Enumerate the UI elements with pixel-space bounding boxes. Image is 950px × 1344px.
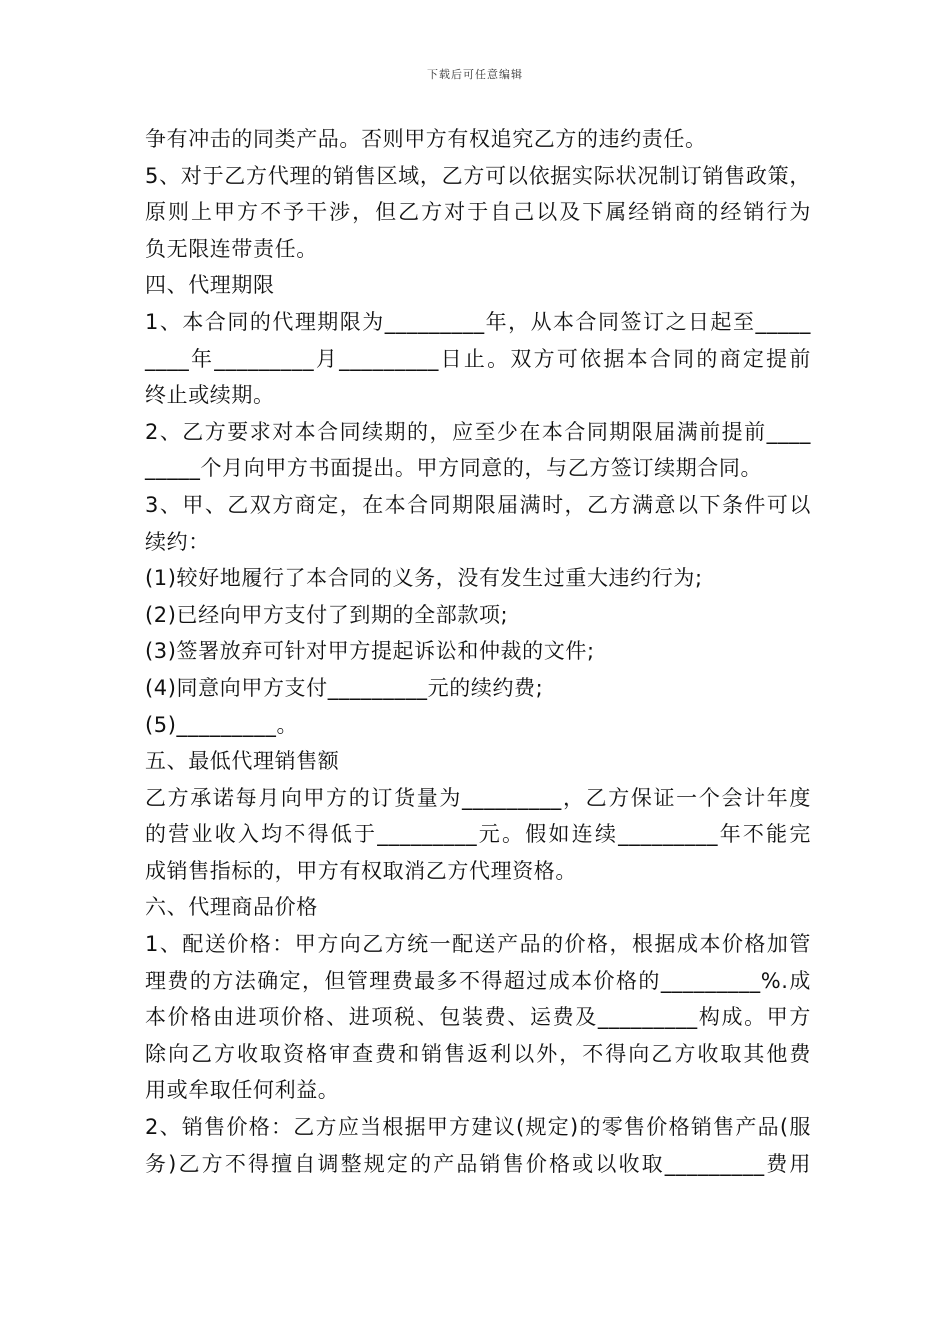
document-line: 2、乙方要求对本合同续期的，应至少在本合同期限届满前提前____ (145, 419, 811, 444)
document-line: 续约： (145, 529, 210, 554)
document-line: 原则上甲方不予干涉，但乙方对于自己以及下属经销商的经销行为 (145, 200, 811, 225)
document-line: 除向乙方收取资格审查费和销售返利以外，不得向乙方收取其他费 (145, 1041, 811, 1066)
document-body (145, 121, 811, 1182)
document-line: 乙方承诺每月向甲方的订货量为_________，乙方保证一个会计年度 (145, 785, 811, 810)
document-line: (5)_________。 (145, 712, 299, 737)
document-line: 负无限连带责任。 (145, 236, 318, 261)
document-line: 四、代理期限 (145, 273, 275, 298)
document-line: (2)已经向甲方支付了到期的全部款项; (145, 602, 509, 627)
page-header-note: 下载后可任意编辑 (427, 68, 523, 81)
document-line: _____个月向甲方书面提出。甲方同意的，与乙方签订续期合同。 (145, 456, 763, 481)
document-line: 的营业收入均不得低于_________元。假如连续_________年不能完 (145, 822, 811, 847)
document-line: 3、甲、乙双方商定，在本合同期限届满时，乙方满意以下条件可以 (145, 492, 811, 517)
document-line: 终止或续期。 (145, 383, 275, 408)
document-line: 本价格由进项价格、进项税、包装费、运费及_________构成。甲方 (145, 1005, 811, 1030)
document-line: 争有冲击的同类产品。否则甲方有权追究乙方的违约责任。 (145, 127, 707, 151)
document-line: ____年_________月_________日止。双方可依据本合同的商定提前 (145, 346, 811, 371)
document-line: 务)乙方不得擅自调整规定的产品销售价格或以收取_________费用 (145, 1151, 811, 1176)
document-line: 1、本合同的代理期限为_________年，从本合同签订之日起至_____ (145, 309, 811, 334)
document-line: 理费的方法确定，但管理费最多不得超过成本价格的_________%.成 (145, 968, 811, 993)
document-line: 1、配送价格：甲方向乙方统一配送产品的价格，根据成本价格加管 (145, 932, 811, 957)
document-line: (4)同意向甲方支付_________元的续约费; (145, 675, 544, 700)
document-line: 成销售指标的，甲方有权取消乙方代理资格。 (145, 858, 577, 883)
document-line: 用或牟取任何利益。 (145, 1078, 340, 1103)
document-line: 五、最低代理销售额 (145, 749, 340, 774)
document-line: 2、销售价格：乙方应当根据甲方建议(规定)的零售价格销售产品(服 (145, 1115, 811, 1140)
document-line: (3)签署放弃可针对甲方提起诉讼和仲裁的文件; (145, 639, 595, 664)
document-line: 5、对于乙方代理的销售区域，乙方可以依据实际状况制订销售政策， (145, 163, 811, 188)
document-line: (1)较好地履行了本合同的义务，没有发生过重大违约行为; (145, 566, 703, 591)
document-line: 六、代理商品价格 (145, 895, 318, 920)
